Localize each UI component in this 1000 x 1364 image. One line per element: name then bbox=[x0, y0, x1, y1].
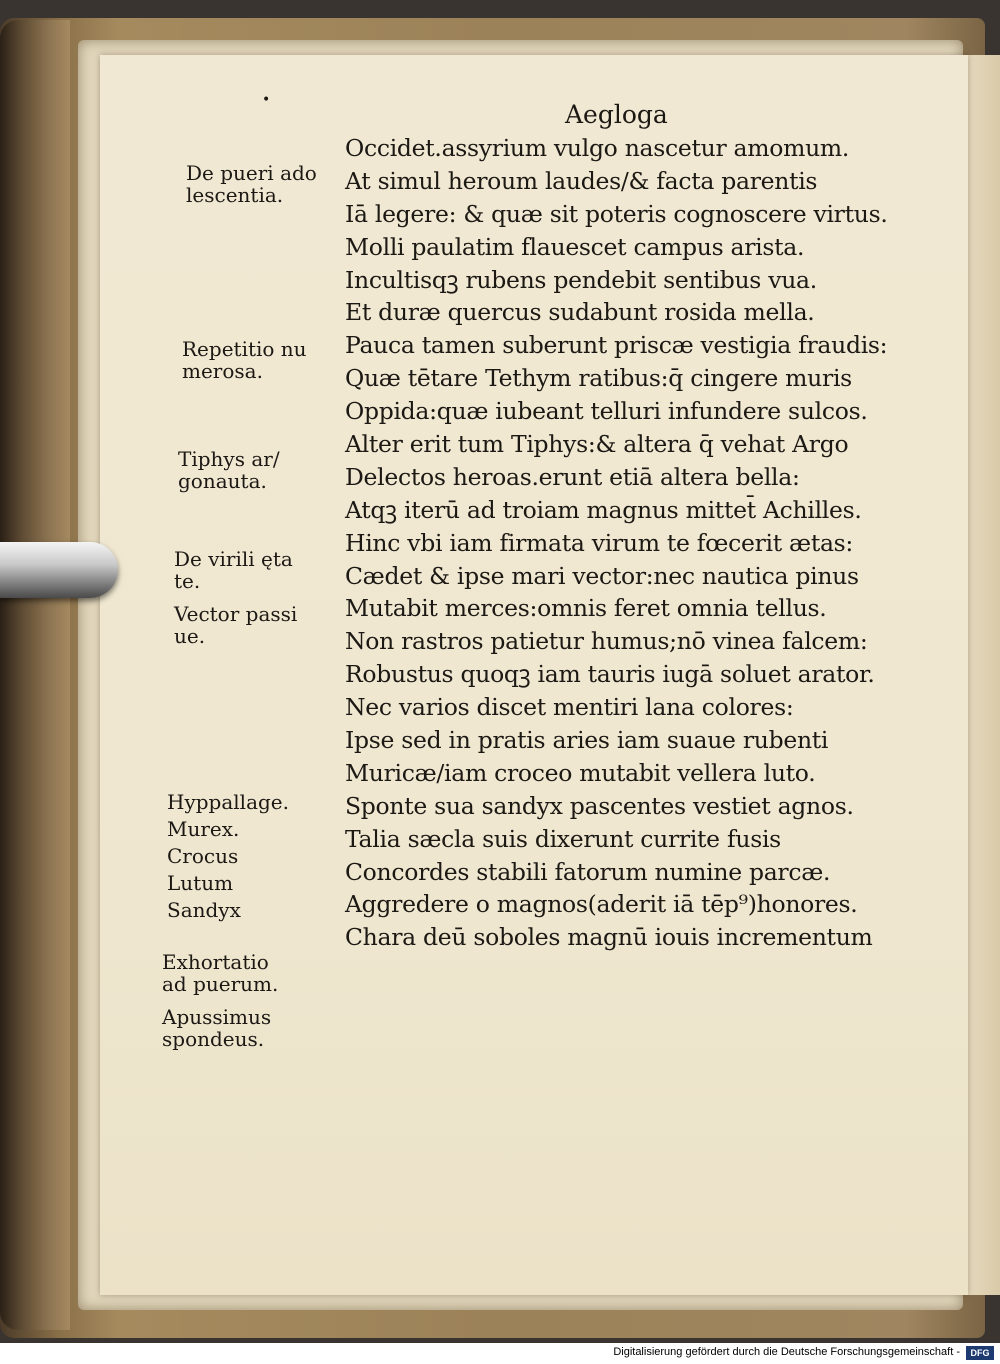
margin-gloss bbox=[162, 1006, 327, 1050]
verse-line: Iā legere: & quæ sit poteris cognoscere virtus. bbox=[345, 199, 888, 228]
verse-line: Nec varios discet mentiri lana colores: bbox=[345, 693, 794, 722]
verse-line: At simul heroum laudes/& facta parentis bbox=[345, 166, 818, 195]
verse-line: Molli paulatim flauescet campus arista. bbox=[345, 232, 805, 261]
gloss-line: spondeus. bbox=[162, 1027, 265, 1051]
gloss-line: Sandyx bbox=[167, 898, 241, 922]
gloss-line: te. bbox=[174, 569, 201, 593]
verse-line: Delectos heroas.erunt etiā altera bella: bbox=[345, 462, 800, 491]
verse-line: Non rastros patietur humus;nō vinea falcem: bbox=[345, 627, 868, 656]
margin-gloss bbox=[167, 899, 332, 921]
margin-gloss bbox=[174, 548, 339, 592]
verse-line: Muricæ/iam croceo mutabit vellera luto. bbox=[345, 758, 816, 787]
verse-list bbox=[345, 132, 905, 954]
verse-line: Occidet.assyrium vulgo nascetur amomum. bbox=[345, 134, 850, 162]
page-clip bbox=[0, 542, 118, 598]
footer-credit: Digitalisierung gefördert durch die Deutsche Forschungsgemeinschaft - bbox=[613, 1346, 960, 1358]
verse-line: Cædet & ipse mari vector:nec nautica pinus bbox=[345, 561, 859, 590]
verse-line: Atqꝫ iterū ad troiam magnus mittet̄ Achilles. bbox=[345, 495, 862, 524]
verse-line: Oppida:quæ iubeant telluri infundere sulcos. bbox=[345, 397, 868, 426]
verse-line: Alter erit tum Tiphys:& altera q̄ vehat Argo bbox=[345, 430, 849, 459]
margin-gloss bbox=[178, 448, 343, 492]
verse-line: Mutabit merces:omnis feret omnia tellus. bbox=[345, 594, 827, 623]
verse-line: Sponte sua sandyx pascentes vestiet agnos. bbox=[345, 791, 854, 820]
verse-line: Incultisqꝫ rubens pendebit sentibus vua. bbox=[345, 265, 817, 294]
verse-line: Aggredere o magnos(aderit iā tēp⁹)honores. bbox=[345, 890, 858, 919]
gloss-line: Murex. bbox=[167, 817, 240, 841]
gloss-line: De virili ęta bbox=[174, 547, 293, 571]
running-header: Aegloga bbox=[565, 100, 668, 129]
gloss-line: Exhortatio bbox=[162, 950, 269, 974]
book-spine-edge bbox=[0, 20, 70, 1330]
gloss-line: ad puerum. bbox=[162, 972, 279, 996]
verse-line: Ipse sed in pratis aries iam suaue rubenti bbox=[345, 726, 829, 755]
verse-line: Talia sæcla suis dixerunt currite fusis bbox=[345, 824, 781, 853]
gloss-line: lescentia. bbox=[186, 183, 284, 207]
gloss-line: Lutum bbox=[167, 871, 234, 895]
dfg-logo: DFG bbox=[966, 1346, 994, 1360]
margin-gloss bbox=[182, 338, 347, 382]
verse-line: Quæ tētare Tethym ratibus:q̄ cingere muris bbox=[345, 364, 852, 393]
gloss-line: Repetitio nu bbox=[182, 337, 307, 361]
gloss-line: De pueri ado bbox=[186, 161, 317, 185]
footer-bar bbox=[0, 1343, 1000, 1364]
verse-line: Et duræ quercus sudabunt rosida mella. bbox=[345, 298, 815, 327]
margin-gloss bbox=[167, 845, 332, 867]
gloss-line: merosa. bbox=[182, 359, 263, 383]
verse-line: Robustus quoqꝫ iam tauris iugā soluet arator. bbox=[345, 660, 875, 689]
gloss-line: gonauta. bbox=[178, 469, 267, 493]
gloss-line: Apussimus bbox=[162, 1005, 272, 1029]
verse-line: Chara deū soboles magnū iouis incrementum bbox=[345, 923, 873, 952]
gloss-line: Tiphys ar/ bbox=[178, 447, 280, 471]
page-mark: • bbox=[262, 92, 271, 108]
gloss-line: Vector passi bbox=[174, 602, 298, 626]
verse-line: Pauca tamen suberunt priscæ vestigia fraudis: bbox=[345, 331, 888, 360]
margin-gloss bbox=[186, 162, 351, 206]
margin-gloss bbox=[162, 951, 327, 995]
gloss-line: Hyppallage. bbox=[167, 790, 289, 814]
gloss-line: ue. bbox=[174, 624, 206, 648]
verse-line: Hinc vbi iam firmata virum te fœcerit ætas: bbox=[345, 528, 854, 557]
verse-line: Concordes stabili fatorum numine parcæ. bbox=[345, 857, 831, 886]
margin-gloss bbox=[174, 603, 339, 647]
gloss-line: Crocus bbox=[167, 844, 239, 868]
margin-gloss bbox=[167, 791, 332, 813]
margin-gloss bbox=[167, 872, 332, 894]
margin-gloss bbox=[167, 818, 332, 840]
